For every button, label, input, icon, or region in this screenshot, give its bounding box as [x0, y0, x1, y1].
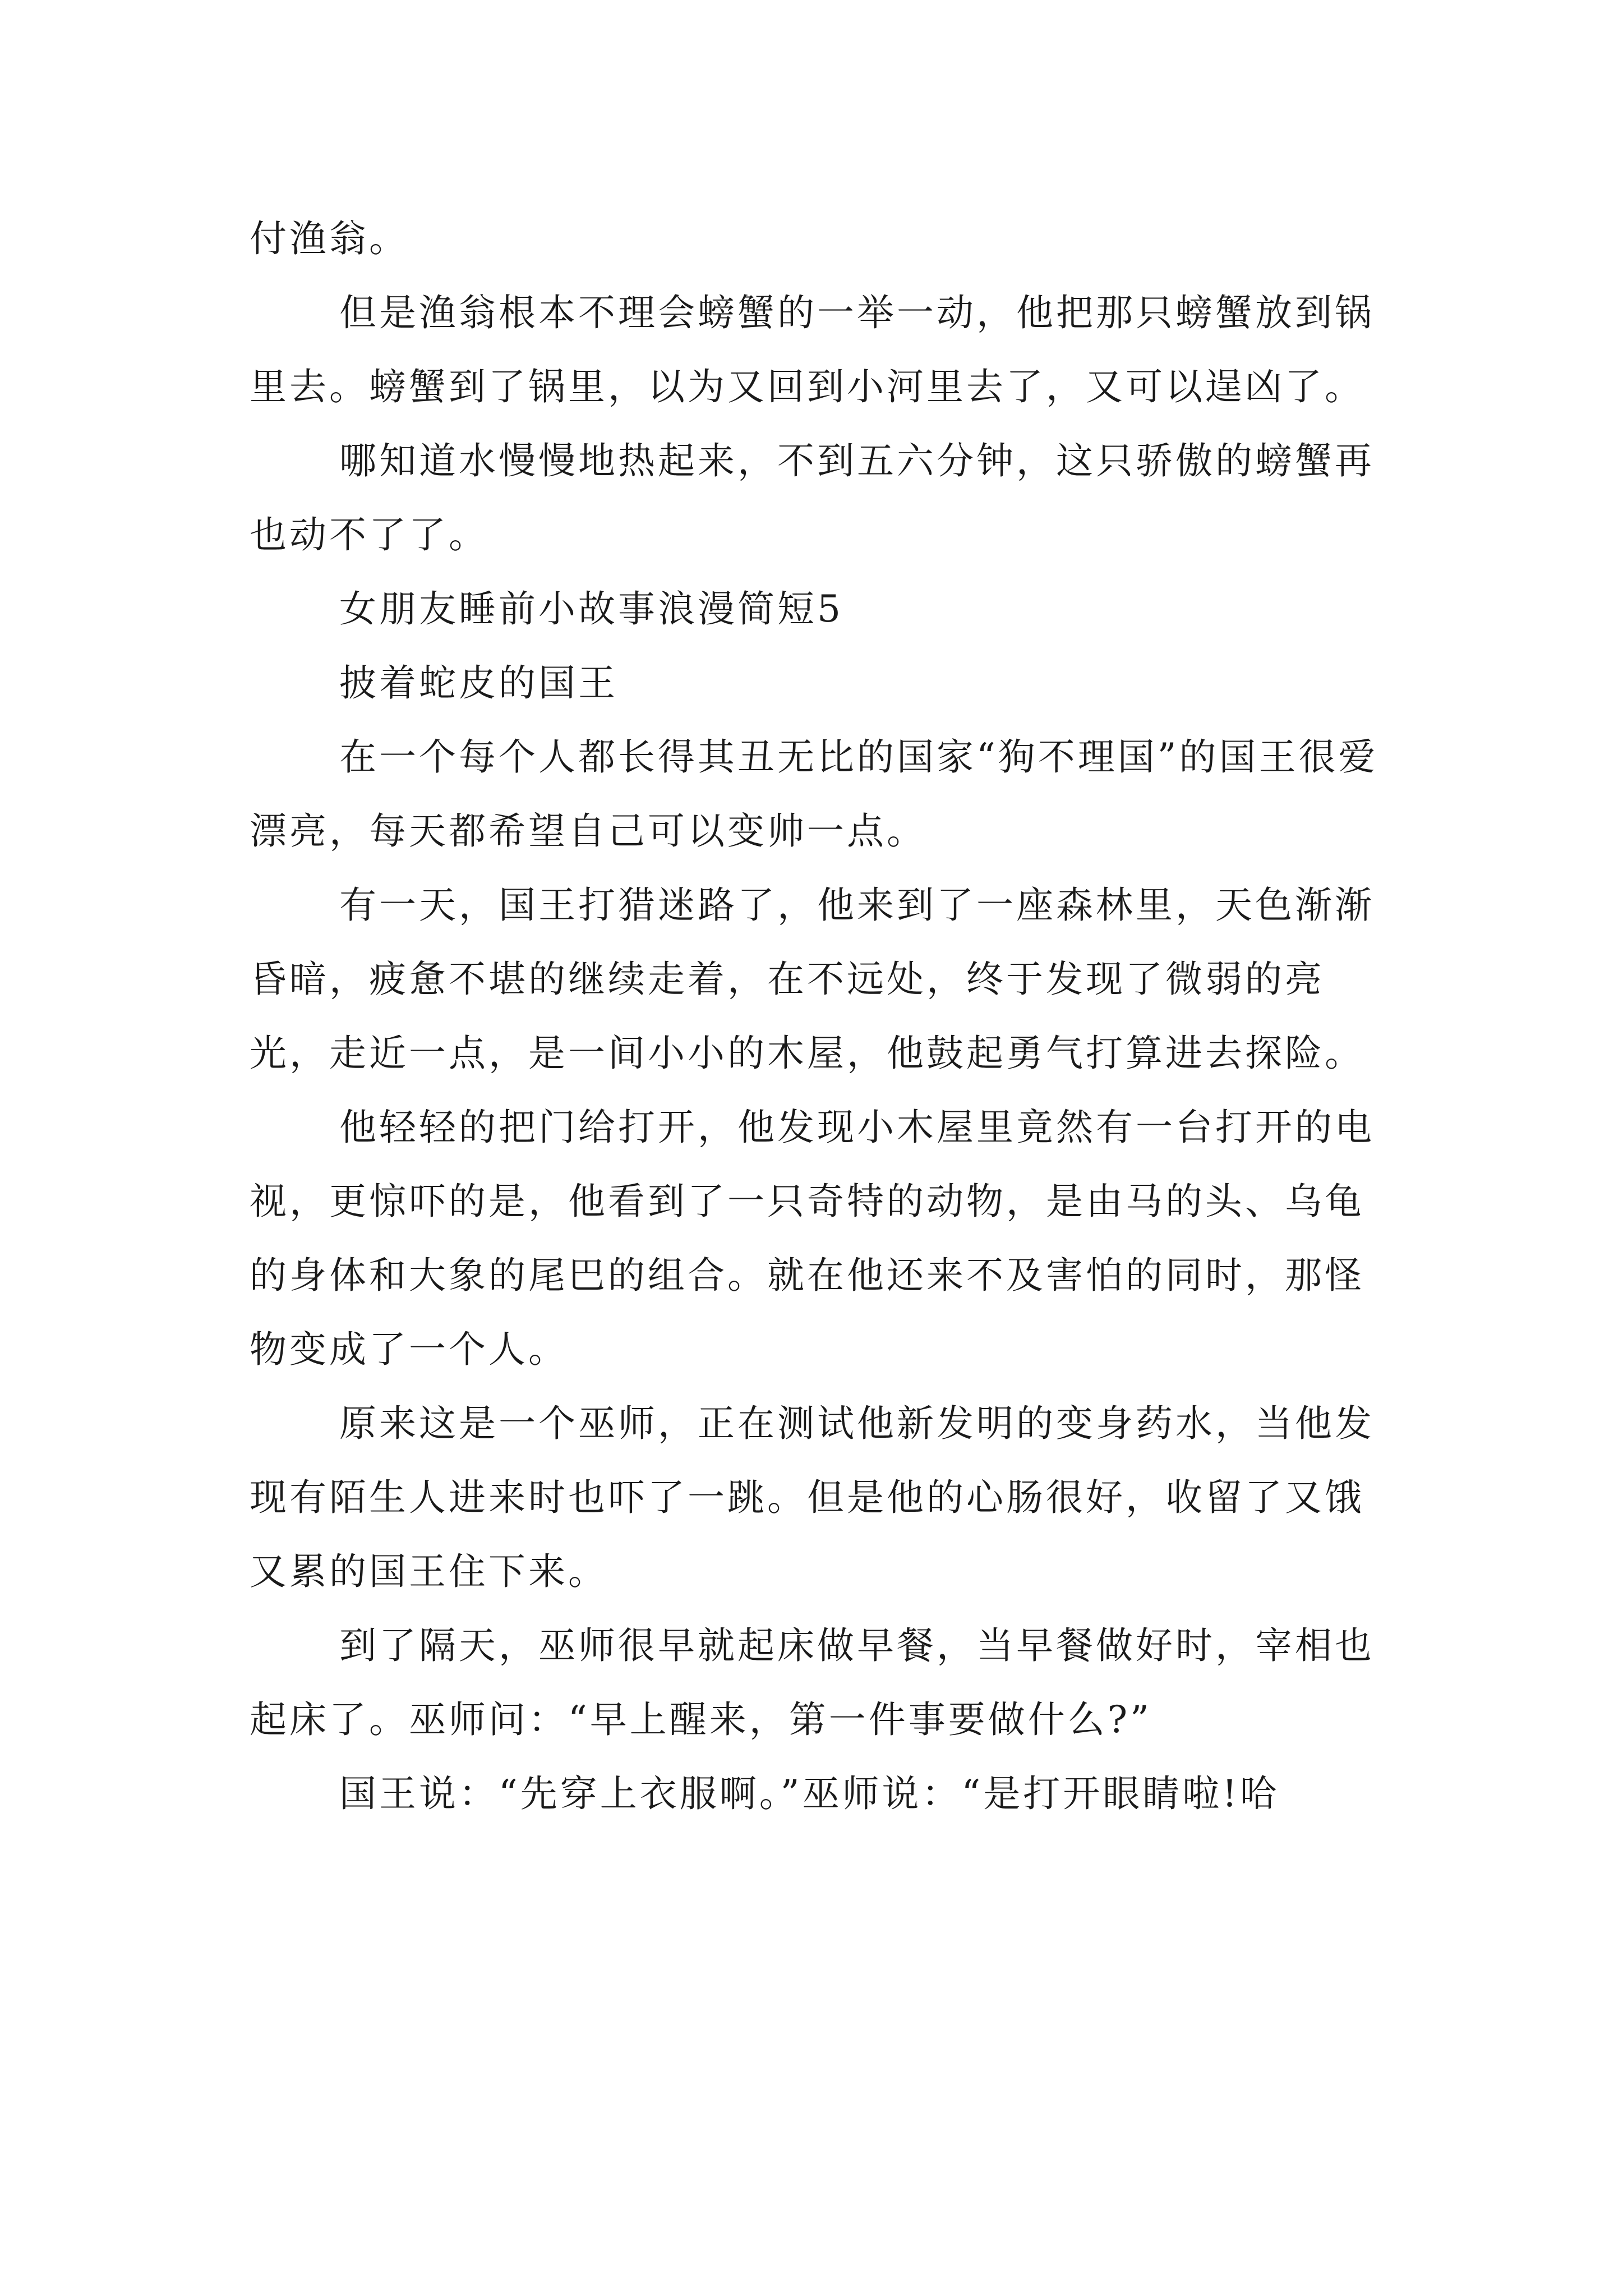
paragraph: 但是渔翁根本不理会螃蟹的一举一动，他把那只螃蟹放到锅里去。螃蟹到了锅里，以为又回到小河里去了，又可以逞凶了。	[250, 291, 1375, 408]
paragraph: 付渔翁。	[250, 217, 409, 260]
paragraph: 有一天，国王打猎迷路了，他来到了一座森林里，天色渐渐昏暗，疲惫不堪的继续走着，在不远处，终于发现了微弱的亮光，走近一点，是一间小小的木屋，他鼓起勇气打算进去探险。	[250, 884, 1375, 1075]
paragraph: 国王说：“先穿上衣服啊。”巫师说：“是打开眼睛啦!哈	[339, 1772, 1280, 1815]
paragraph: 原来这是一个巫师，正在测试他新发明的变身药水，当他发现有陌生人进来时也吓了一跳。但是他的心肠很好，收留了又饿又累的国王住下来。	[250, 1402, 1375, 1593]
document-body	[250, 202, 1394, 1831]
paragraph: 到了隔天，巫师很早就起床做早餐，当早餐做好时，宰相也起床了。巫师问：“早上醒来，第一件事要做什么?”	[250, 1624, 1375, 1741]
paragraph: 他轻轻的把门给打开，他发现小木屋里竟然有一台打开的电视，更惊吓的是，他看到了一只奇特的动物，是由马的头、乌龟的身体和大象的尾巴的组合。就在他还来不及害怕的同时，那怪物变成了一个人。	[250, 1106, 1375, 1371]
story-title: 披着蛇皮的国王	[339, 661, 618, 705]
paragraph: 在一个每个人都长得其丑无比的国家“狗不理国”的国王很爱漂亮，每天都希望自己可以变帅一点。	[250, 735, 1378, 853]
paragraph: 哪知道水慢慢地热起来，不到五六分钟，这只骄傲的螃蟹再也动不了了。	[250, 439, 1375, 556]
section-title: 女朋友睡前小故事浪漫简短5	[339, 587, 843, 631]
